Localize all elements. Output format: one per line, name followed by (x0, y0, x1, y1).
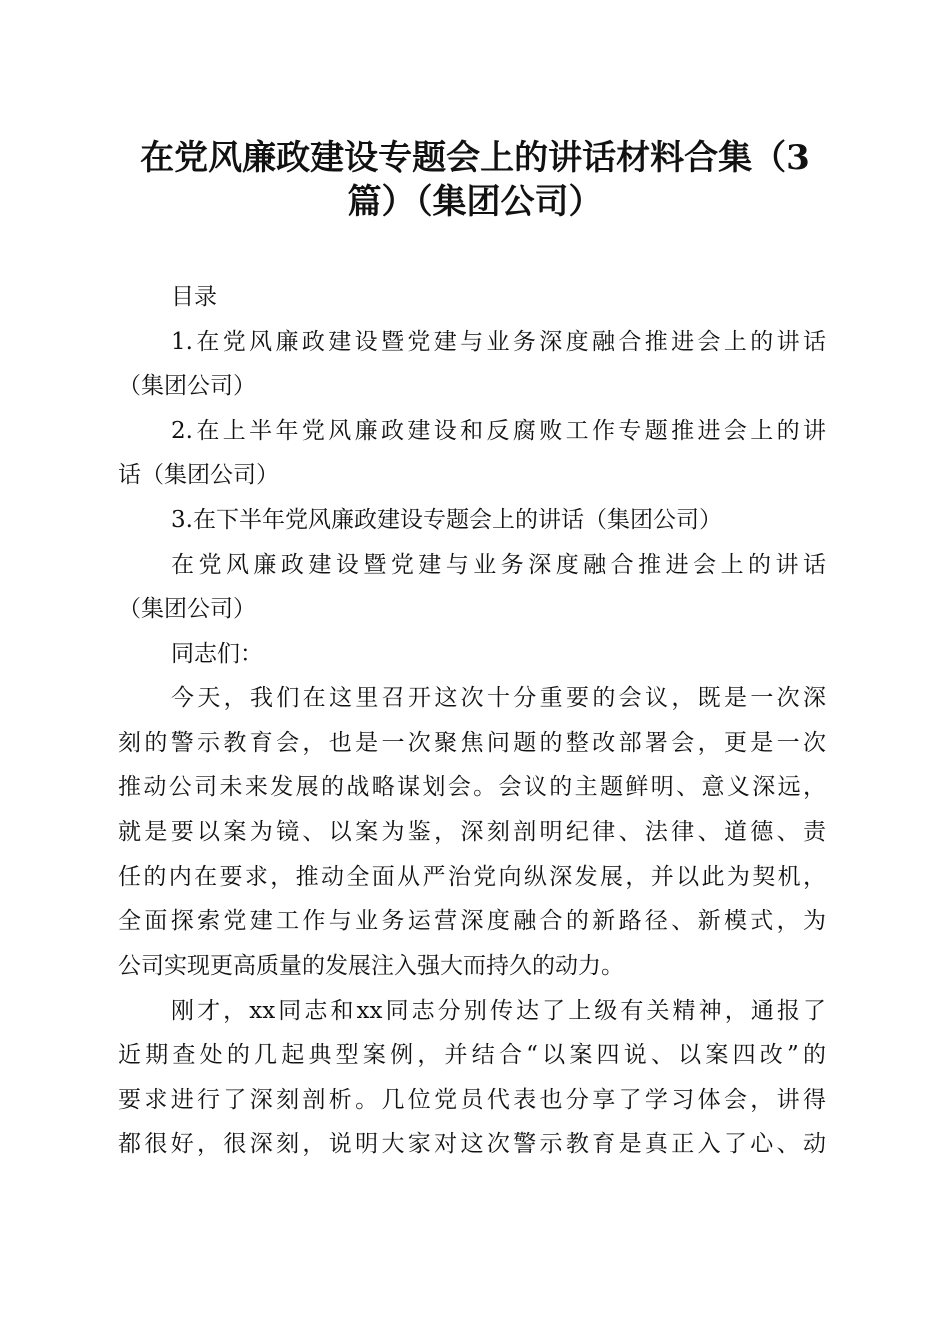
body-line: 刚才，xx同志和xx同志分别传达了上级有关精神，通报了 (171, 998, 826, 1024)
toc-item-1: 1.在党风廉政建设暨党建与业务深度融合推进会上的讲话 (171, 329, 826, 355)
body-line: 公司实现更高质量的发展注入强大而持久的动力。 (118, 953, 624, 979)
document-title-line-2: 篇）（集团公司） (347, 182, 603, 222)
body-line: 就是要以案为镜、以案为鉴，深刻剖明纪律、法律、道德、责 (118, 819, 826, 845)
body-line: 任的内在要求，推动全面从严治党向纵深发展，并以此为契机， (118, 864, 826, 890)
toc-item-1-cont: （集团公司） (118, 373, 256, 399)
toc-heading: 目录 (171, 284, 217, 310)
body-line: 全面探索党建工作与业务运营深度融合的新路径、新模式，为 (118, 908, 826, 934)
body-line: 推动公司未来发展的战略谋划会。会议的主题鲜明、意义深远， (118, 774, 826, 800)
toc-item-2: 2.在上半年党风廉政建设和反腐败工作专题推进会上的讲 (171, 418, 826, 444)
body-line: 要求进行了深刻剖析。几位党员代表也分享了学习体会，讲得 (118, 1087, 826, 1113)
body-line: 近期查处的几起典型案例，并结合“以案四说、以案四改”的 (118, 1042, 826, 1068)
toc-item-2-cont: 话（集团公司） (118, 462, 279, 488)
salutation: 同志们： (171, 641, 263, 667)
body-line: 都很好，很深刻，说明大家对这次警示教育是真正入了心、动 (118, 1131, 826, 1157)
section-heading-cont: （集团公司） (118, 596, 256, 622)
toc-item-3: 3.在下半年党风廉政建设专题会上的讲话（集团公司） (171, 507, 722, 533)
document-title-line-1: 在党风廉政建设专题会上的讲话材料合集（3 (140, 138, 810, 178)
section-heading: 在党风廉政建设暨党建与业务深度融合推进会上的讲话 (171, 552, 826, 578)
body-line: 今天，我们在这里召开这次十分重要的会议，既是一次深 (171, 685, 826, 711)
body-line: 刻的警示教育会，也是一次聚焦问题的整改部署会，更是一次 (118, 730, 826, 756)
